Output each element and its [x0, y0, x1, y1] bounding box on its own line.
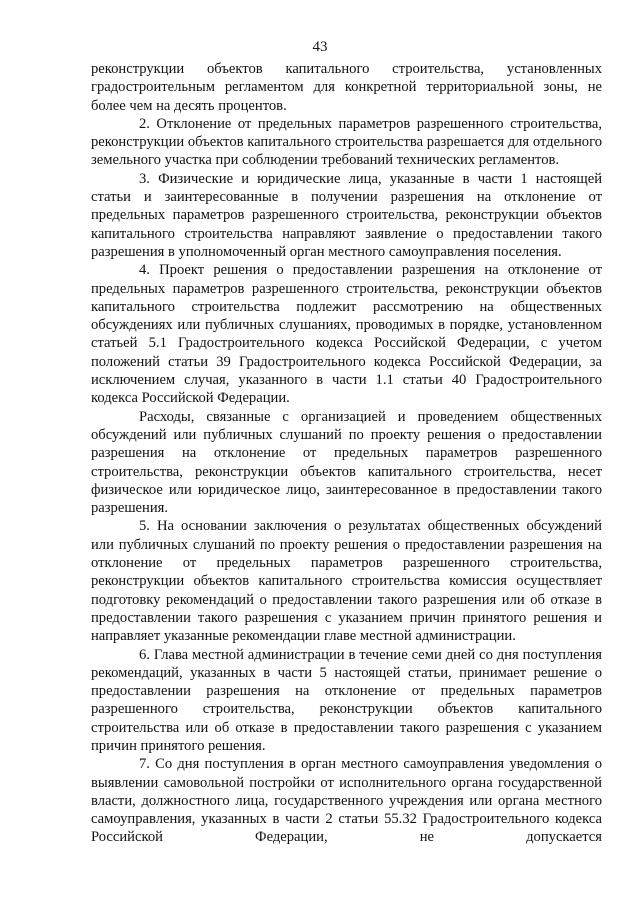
paragraph-4: 4. Проект решения о предоставлении разрешения на отклонение от предельных параметров разрешенного строительства, реконструкции объектов капитального строительства подлежит рассмотрению на общественных обсуждениях или публичных слушаниях, проводимых в порядке, установленном статьей 5.1 Градостроительного кодекса Российской Федерации, с учетом положений статьи 39 Градостроительного кодекса Российской Федерации, за исключением случая, указанного в части 1.1 статьи 40 Градостроительного кодекса Российской Федерации. — [91, 262, 602, 407]
page-number: 43 — [312, 39, 328, 55]
paragraph-3: 3. Физические и юридические лица, указанные в части 1 настоящей статьи и заинтересованные в получении разрешения на отклонение от предельных параметров разрешенного строительства, реконструкции объектов капитального строительства направляют заявление о предоставлении такого разрешения в уполномоченный орган местного самоуправления поселения. — [91, 170, 602, 260]
paragraph-5: 5. На основании заключения о результатах общественных обсуждений или публичных слушаний по проекту решения о предоставлении разрешения на отклонение от предельных параметров разрешенного строительства, реконструкции объектов капитального строительства комиссия осуществляет подготовку рекомендаций о предоставлении такого разрешения или об отказе в предоставлении такого разрешения с указанием причин принятого решения и направляет указанные рекомендации главе местной администрации. — [91, 518, 602, 645]
document-body — [91, 60, 602, 847]
paragraph-6: 6. Глава местной администрации в течение семи дней со дня поступления рекомендаций, указанных в части 5 настоящей статьи, принимает решение о предоставлении разрешения на отклонение от предельных параметров разрешенного строительства, реконструкции объектов капитального строительства или об отказе в предоставлении такого разрешения с указанием причин принятого решения. — [91, 646, 602, 754]
paragraph-expenses: Расходы, связанные с организацией и проведением общественных обсуждений или публичных слушаний по проекту решения о предоставлении разрешения на отклонение от предельных параметров разрешенного строительства, реконструкции объектов капитального строительства, несет физическое или юридическое лицо, заинтересованное в предоставлении такого разрешения. — [91, 408, 602, 517]
paragraph-7: 7. Со дня поступления в орган местного самоуправления уведомления о выявлении самовольной постройки от исполнительного органа государственной власти, должностного лица, государственного учреждения или органа местного самоуправления, указанных в части 2 статьи 55.32 Градостроительного кодекса Российской Федерации, не допускается — [91, 756, 602, 846]
paragraph-2: 2. Отклонение от предельных параметров разрешенного строительства, реконструкции объектов капитального строительства разрешается для отдельного земельного участка при соблюдении требований технических регламентов. — [91, 115, 602, 169]
paragraph-continuation: реконструкции объектов капитального строительства, установленных градостроительным регламентом для конкретной территориальной зоны, не более чем на десять процентов. — [91, 61, 602, 114]
